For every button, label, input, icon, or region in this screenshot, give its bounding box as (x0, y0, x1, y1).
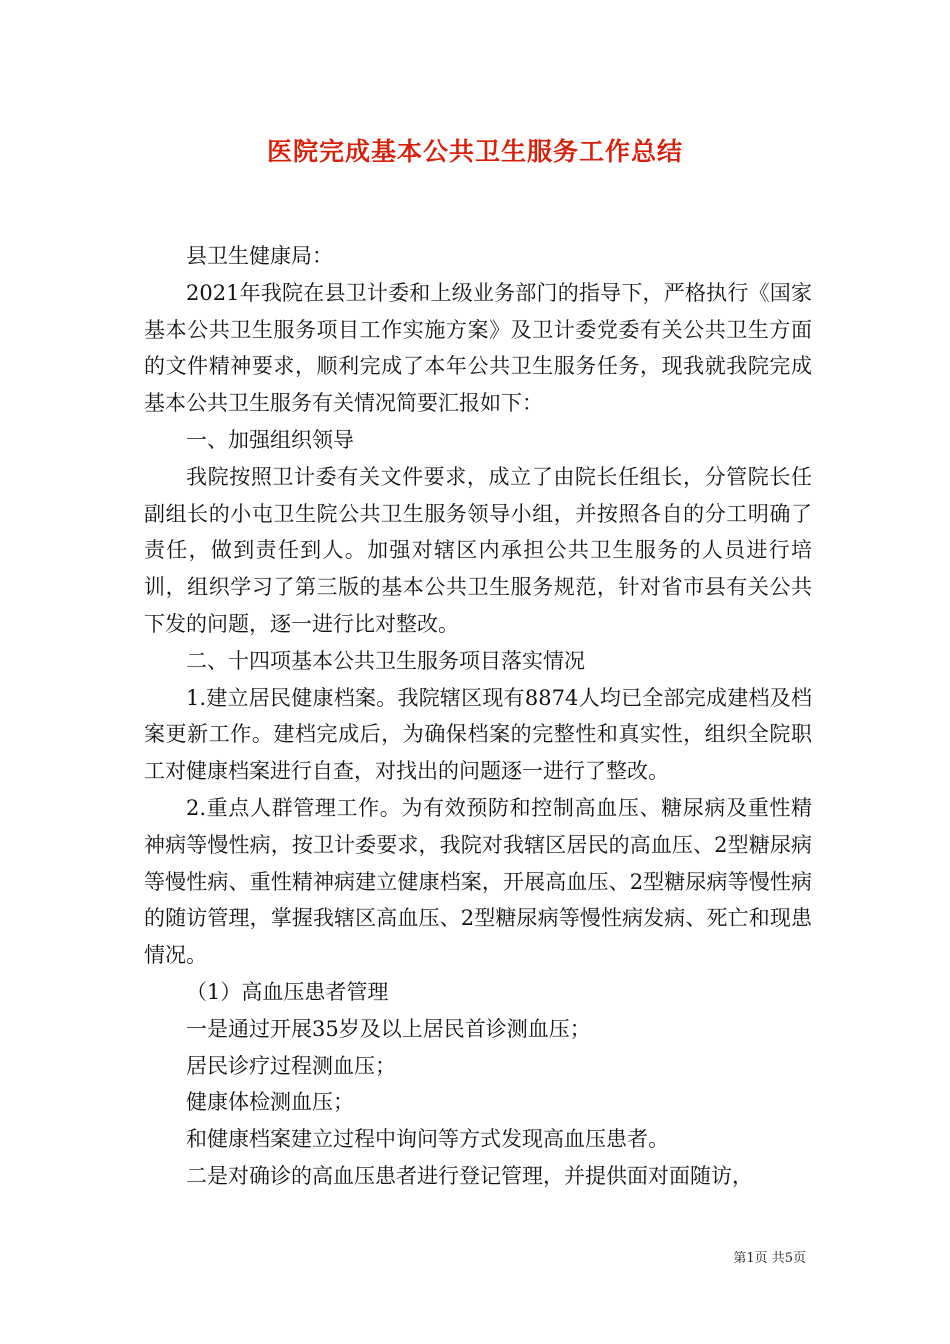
paragraph: 健康体检测血压； (186, 1090, 354, 1115)
paragraph: 1.建立居民健康档案。我院辖区现有8874人均已全部完成建档及档案更新工作。建档完成后，为确保档案的完整性和真实性，组织全院职工对健康档案进行自查，对找出的问题逐一进行了整改。 (144, 685, 812, 784)
paragraph: 我院按照卫计委有关文件要求，成立了由院长任组长，分管院长任副组长的小屯卫生院公共卫生服务领导小组，并按照各自的分工明确了责任，做到责任到人。加强对辖区内承担公共卫生服务的人员进行培训，组织学习了第三版的基本公共卫生服务规范，针对省市县有关公共下发的问题，逐一进行比对整改。 (144, 464, 812, 636)
paragraph: 2.重点人群管理工作。为有效预防和控制高血压、糖尿病及重性精神病等慢性病，按卫计委要求，我院对我辖区居民的高血压、2型糖尿病等慢性病、重性精神病建立健康档案，开展高血压、2型糖尿病等慢性病的随访管理，掌握我辖区高血压、2型糖尿病等慢性病发病、死亡和现患情况。 (144, 795, 812, 968)
paragraph: 和健康档案建立过程中询问等方式发现高血压患者。 (186, 1127, 669, 1152)
section-heading-2: 二、十四项基本公共卫生服务项目落实情况 (186, 648, 585, 673)
page-number: 第1页 共5页 (733, 1251, 806, 1266)
document-body (144, 238, 812, 1195)
section-heading-1: 一、加强组织领导 (186, 427, 354, 452)
paragraph-addressee: 县卫生健康局： (186, 244, 333, 268)
paragraph: 二是对确诊的高血压患者进行登记管理，并提供面对面随访， (186, 1163, 753, 1188)
document-title: 医院完成基本公共卫生服务工作总结 (266, 137, 683, 166)
sub-heading: （1）高血压患者管理 (186, 979, 389, 1004)
paragraph: 一是通过开展35岁及以上居民首诊测血压； (186, 1016, 591, 1041)
paragraph-intro: 2021年我院在县卫计委和上级业务部门的指导下，严格执行《国家基本公共卫生服务项目工作实施方案》及卫计委党委有关公共卫生方面的文件精神要求，顺利完成了本年公共卫生服务任务，现我就我院完成基本公共卫生服务有关情况简要汇报如下： (144, 280, 812, 416)
paragraph: 居民诊疗过程测血压； (186, 1053, 396, 1078)
